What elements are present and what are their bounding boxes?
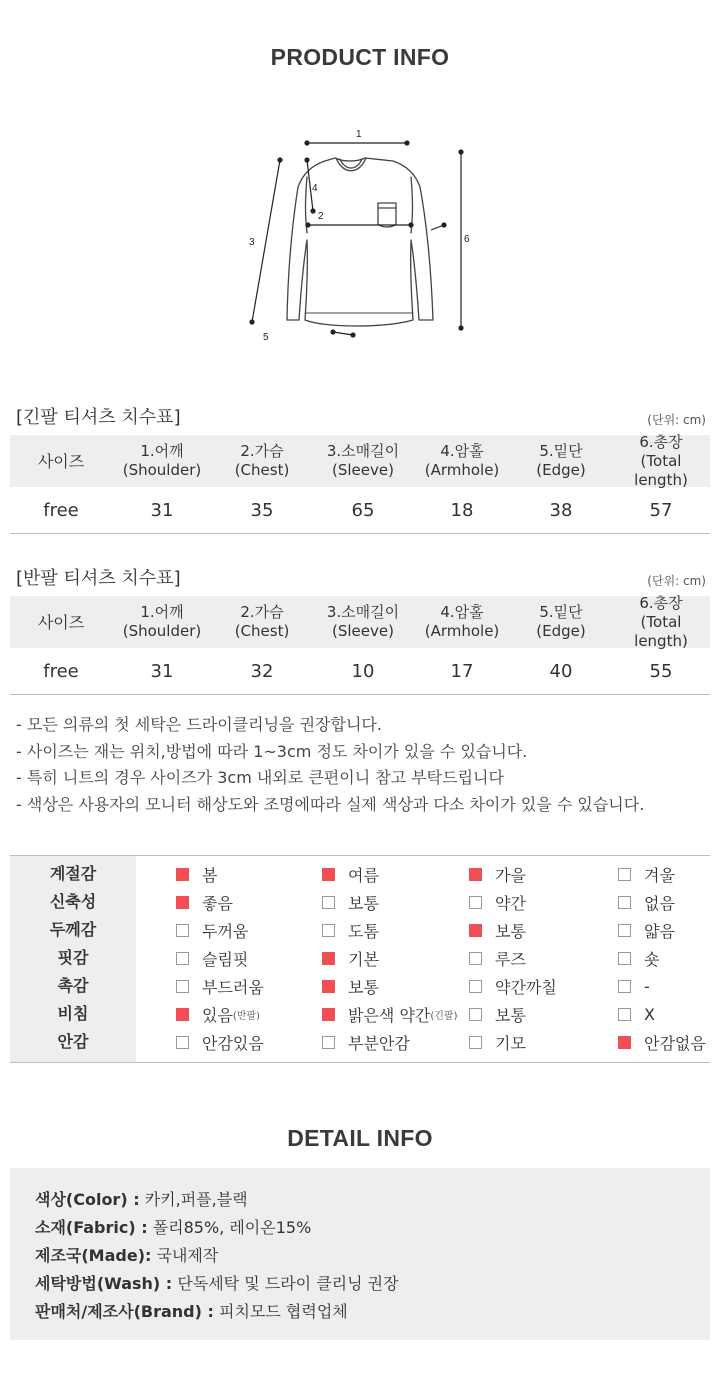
unchecked-box-icon: [618, 868, 631, 881]
detail-made: 제조국(Made): 국내제작: [35, 1246, 219, 1265]
attribute-name: 신축성: [49, 892, 97, 911]
unchecked-box-icon: [176, 980, 189, 993]
note-line: - 사이즈는 재는 위치,방법에 따라 1~3cm 정도 차이가 있을 수 있습니다.: [16, 741, 528, 761]
unchecked-box-icon: [176, 952, 189, 965]
diagram-label-6: 6: [464, 234, 470, 245]
option-label: 약간까칠: [495, 977, 557, 997]
header-armhole: 4.암홀 (Armhole): [424, 603, 500, 640]
attribute-option: [176, 860, 217, 888]
option-label: 숏: [644, 949, 660, 969]
checked-box-icon: [322, 868, 335, 881]
header-total-length: 6.총장 (Total length): [634, 593, 688, 650]
attribute-option: [322, 888, 379, 916]
attribute-name: 두께감: [49, 920, 97, 939]
attribute-option: [176, 888, 233, 916]
option-label: 없음: [644, 893, 675, 913]
attribute-option: [322, 916, 379, 944]
diagram-label-2: 2: [318, 211, 324, 222]
option-label: 안감없음: [644, 1033, 706, 1053]
size-value: free: [43, 660, 79, 682]
attribute-option: [618, 972, 650, 1000]
size-table-header: [10, 593, 710, 650]
attribute-row: [10, 860, 710, 888]
option-label: 있음: [202, 1005, 233, 1025]
table-row: [10, 487, 710, 534]
short-sleeve-size-table: [10, 593, 710, 695]
option-label: 루즈: [495, 949, 526, 969]
diagram-label-1: 1: [356, 129, 362, 140]
attribute-option: [176, 972, 264, 1000]
total-length-value: 57: [649, 499, 673, 521]
detail-wash: 세탁방법(Wash) : 단독세탁 및 드라이 클리닝 권장: [35, 1274, 399, 1293]
long-sleeve-table-title: [긴팔 티셔츠 치수표]: [16, 407, 181, 428]
fabric-attributes-table: [10, 855, 710, 1063]
option-label: 좋음: [202, 893, 233, 913]
size-table-header: [10, 432, 710, 489]
attribute-row: [10, 944, 710, 972]
unchecked-box-icon: [618, 896, 631, 909]
option-label: 도톰: [348, 921, 379, 941]
unchecked-box-icon: [618, 1008, 631, 1021]
long-sleeve-size-table: [10, 432, 710, 534]
sleeve-value: 65: [351, 499, 375, 521]
option-label: 가을: [495, 865, 526, 885]
header-shoulder: 1.어깨 (Shoulder): [122, 603, 202, 640]
header-edge: 5.밑단 (Edge): [536, 442, 586, 479]
attribute-option: [469, 944, 526, 972]
detail-fabric: 소재(Fabric) : 폴리85%, 레이온15%: [35, 1218, 312, 1237]
checked-box-icon: [176, 1008, 189, 1021]
attribute-name: 안감: [57, 1032, 89, 1051]
attribute-name: 계절감: [49, 864, 97, 883]
header-armhole: 4.암홀 (Armhole): [424, 442, 500, 479]
unchecked-box-icon: [322, 896, 335, 909]
note-line: - 색상은 사용자의 모니터 해상도와 조명에따라 실제 색상과 다소 차이가 있을 수 있습니다.: [16, 794, 645, 814]
unchecked-box-icon: [618, 980, 631, 993]
header-total-length: 6.총장 (Total length): [634, 432, 688, 489]
option-label: 두꺼움: [202, 921, 249, 941]
table-row: [10, 648, 710, 695]
short-sleeve-table-title: [반팔 티셔츠 치수표]: [16, 568, 181, 589]
unchecked-box-icon: [469, 1036, 482, 1049]
header-size: 사이즈: [37, 612, 85, 632]
unchecked-box-icon: [618, 924, 631, 937]
attribute-option: [618, 1028, 706, 1056]
chest-value: 32: [250, 660, 274, 682]
checked-box-icon: [322, 980, 335, 993]
attribute-option: [176, 1028, 264, 1056]
header-edge: 5.밑단 (Edge): [536, 603, 586, 640]
care-notes: [16, 712, 711, 818]
detail-brand: 판매처/제조사(Brand) : 피치모드 협력업체: [35, 1302, 348, 1321]
unchecked-box-icon: [322, 924, 335, 937]
attribute-name: 비침: [57, 1004, 89, 1023]
armhole-value: 17: [450, 660, 474, 682]
header-sleeve: 3.소매길이 (Sleeve): [326, 442, 400, 479]
unchecked-box-icon: [469, 1008, 482, 1021]
attribute-option: [618, 1000, 655, 1028]
header-chest: 2.가슴 (Chest): [234, 442, 290, 479]
attribute-option: [322, 972, 379, 1000]
attribute-row: [10, 916, 710, 944]
detail-color: 색상(Color) : 카키,퍼플,블랙: [35, 1190, 248, 1209]
edge-value: 38: [549, 499, 573, 521]
option-label: 밝은색 약간: [348, 1005, 431, 1025]
unchecked-box-icon: [469, 896, 482, 909]
option-label: 부분안감: [348, 1033, 410, 1053]
attribute-option: [618, 888, 675, 916]
option-label: 부드러움: [202, 977, 264, 997]
attribute-row: [10, 972, 710, 1000]
option-label: 안감있음: [202, 1033, 264, 1053]
header-sleeve: 3.소매길이 (Sleeve): [326, 603, 400, 640]
armhole-value: 18: [450, 499, 474, 521]
attribute-row: [10, 1028, 710, 1056]
checked-box-icon: [469, 868, 482, 881]
checked-box-icon: [176, 868, 189, 881]
option-label: 얇음: [644, 921, 675, 941]
note-line: - 특히 니트의 경우 사이즈가 3cm 내외로 큰편이니 참고 부탁드립니다: [16, 768, 504, 787]
attribute-row: [10, 1000, 710, 1028]
attribute-option: [322, 1000, 458, 1028]
attribute-name: 핏감: [57, 948, 89, 967]
checked-box-icon: [322, 1008, 335, 1021]
option-label: 슬림핏: [202, 949, 249, 969]
diagram-label-3: 3: [249, 237, 255, 248]
sleeve-value: 10: [351, 660, 375, 682]
option-label: 기모: [495, 1033, 526, 1053]
header-shoulder: 1.어깨 (Shoulder): [122, 442, 202, 479]
option-label: 봄: [202, 865, 218, 885]
header-chest: 2.가슴 (Chest): [234, 603, 290, 640]
attribute-option: [618, 916, 675, 944]
option-note: (반팔): [232, 1010, 261, 1022]
option-label: 보통: [495, 921, 526, 941]
header-size: 사이즈: [37, 451, 85, 471]
attribute-option: [618, 944, 659, 972]
option-note: (긴팔): [430, 1010, 458, 1022]
detail-info-title: DETAIL INFO: [287, 1125, 433, 1151]
unchecked-box-icon: [176, 924, 189, 937]
diagram-label-5: 5: [263, 332, 269, 343]
checked-box-icon: [618, 1036, 631, 1049]
attribute-row: [10, 888, 710, 916]
unchecked-box-icon: [469, 952, 482, 965]
long-sleeve-unit: (단위: cm): [647, 413, 706, 427]
edge-value: 40: [549, 660, 573, 682]
detail-info-box: [10, 1168, 710, 1340]
attribute-option: [469, 916, 526, 944]
option-label: 기본: [348, 949, 379, 969]
attribute-option: [322, 1028, 410, 1056]
option-label: 겨울: [644, 865, 675, 885]
attribute-option: [469, 888, 526, 916]
unchecked-box-icon: [618, 952, 631, 965]
product-info-title: PRODUCT INFO: [270, 44, 450, 70]
option-label: 여름: [348, 865, 379, 885]
unchecked-box-icon: [322, 1036, 335, 1049]
attribute-option: [469, 972, 557, 1000]
checked-box-icon: [322, 952, 335, 965]
option-label: 보통: [348, 893, 379, 913]
attribute-option: [618, 860, 675, 888]
attribute-option: [469, 1028, 526, 1056]
size-value: free: [43, 499, 79, 521]
attribute-option: [176, 1000, 260, 1028]
total-length-value: 55: [649, 660, 673, 682]
diagram-label-4: 4: [312, 183, 318, 194]
shoulder-value: 31: [150, 660, 174, 682]
option-label: 보통: [495, 1005, 526, 1025]
attribute-option: [469, 860, 526, 888]
unchecked-box-icon: [176, 1036, 189, 1049]
attribute-option: [322, 860, 379, 888]
attribute-option: [176, 916, 248, 944]
checked-box-icon: [176, 896, 189, 909]
checked-box-icon: [469, 924, 482, 937]
tshirt-measurement-diagram: [235, 115, 485, 350]
attribute-name: 촉감: [57, 976, 89, 995]
shoulder-value: 31: [150, 499, 174, 521]
chest-value: 35: [250, 499, 274, 521]
attribute-option: [322, 944, 379, 972]
option-label: -: [644, 976, 650, 996]
option-label: 약간: [495, 893, 526, 913]
unchecked-box-icon: [469, 980, 482, 993]
attribute-option: [469, 1000, 526, 1028]
attribute-option: [176, 944, 248, 972]
short-sleeve-unit: (단위: cm): [647, 574, 706, 588]
option-label: 보통: [348, 977, 379, 997]
option-label: X: [644, 1004, 655, 1024]
note-line: - 모든 의류의 첫 세탁은 드라이클리닝을 권장합니다.: [16, 715, 382, 734]
